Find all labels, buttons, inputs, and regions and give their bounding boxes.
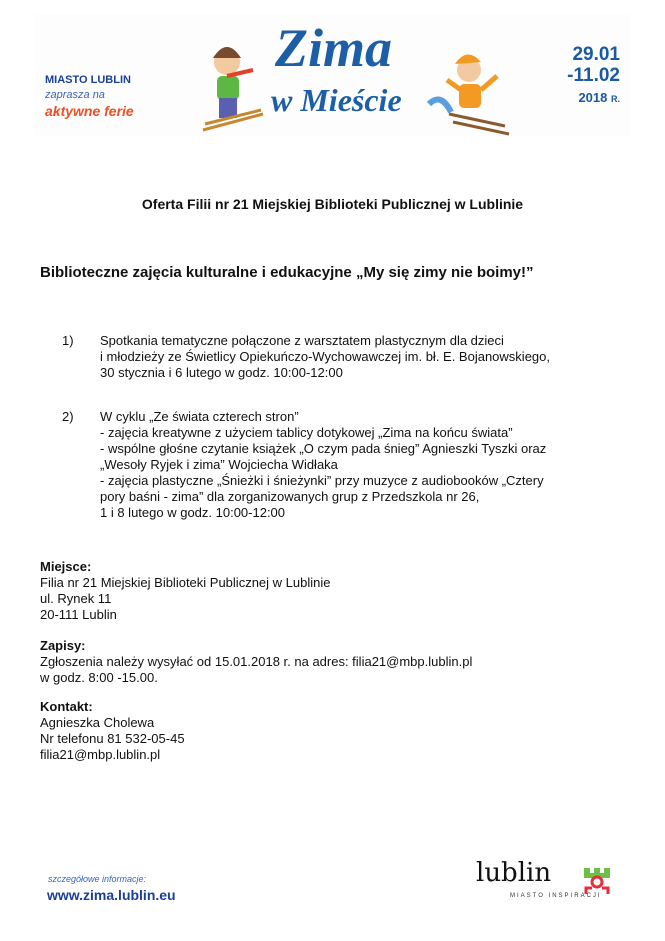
contact-section <box>40 699 185 763</box>
signup-heading: Zapisy: <box>40 638 86 653</box>
item-line: pory baśni - zima” dla zorganizowanych grup z Przedszkola nr 26, <box>100 489 480 504</box>
item-line: - zajęcia kreatywne z użyciem tablicy dotykowej „Zima na końcu świata” <box>100 425 513 440</box>
list-item <box>100 409 546 521</box>
item-number: 2) <box>62 409 74 424</box>
place-line: 20-111 Lublin <box>40 607 117 622</box>
logo-w-miescie: w Mieście <box>271 82 402 118</box>
banner-city: MIASTO LUBLIN <box>45 74 131 86</box>
item-line: 30 stycznia i 6 lutego w godz. 10:00-12:00 <box>100 365 343 380</box>
document-subtitle: Biblioteczne zajęcia kulturalne i edukacyjne „My się zimy nie boimy!” <box>40 264 534 281</box>
skier-illustration <box>195 34 265 134</box>
lublin-logo-text: lublin <box>476 858 552 888</box>
footer-info-label: szczegółowe informacje: <box>48 874 147 884</box>
date-year <box>578 90 620 105</box>
date-from: 29.01 <box>572 44 620 65</box>
year: 2018 <box>578 90 608 105</box>
item-number: 1) <box>62 333 74 348</box>
date-to: -11.02 <box>567 65 620 86</box>
item-line: - wspólne głośne czytanie książek „O czym pada śnieg” Agnieszki Tyszki oraz <box>100 441 547 456</box>
contact-heading: Kontakt: <box>40 699 93 714</box>
signup-line: w godz. 8:00 -15.00. <box>40 670 158 685</box>
contact-line: Agnieszka Cholewa <box>40 715 155 730</box>
contact-line: Nr telefonu 81 532-05-45 <box>40 731 185 746</box>
list-item <box>100 333 550 381</box>
item-line: „Wesoły Ryjek i zima” Wojciecha Widłaka <box>100 457 338 472</box>
item-line: W cyklu „Ze świata czterech stron” <box>100 409 299 424</box>
signup-section <box>40 638 472 686</box>
item-line: 1 i 8 lutego w godz. 10:00-12:00 <box>100 505 286 520</box>
lublin-logo-tower-icon <box>582 866 612 896</box>
item-line: - zajęcia plastyczne „Śnieżki i śnieżynki” przy muzyce z audiobooków „Cztery <box>100 473 544 488</box>
logo-zima: Zima <box>275 18 392 78</box>
banner-invites: zaprasza na <box>45 89 105 101</box>
banner-slogan: aktywne ferie <box>45 103 134 119</box>
year-suffix: R. <box>611 94 620 104</box>
place-line: ul. Rynek 11 <box>40 591 112 606</box>
sledder-illustration <box>427 42 517 137</box>
signup-line: Zgłoszenia należy wysyłać od 15.01.2018 r. na adres: filia21@mbp.lublin.pl <box>40 654 473 669</box>
place-section <box>40 559 330 623</box>
item-line: i młodzieży ze Świetlicy Opiekuńczo-Wychowawczej im. bł. E. Bojanowskiego, <box>100 349 550 364</box>
place-line: Filia nr 21 Miejskiej Biblioteki Publicznej w Lublinie <box>40 575 331 590</box>
lublin-logo-tagline: MIASTO INSPIRACJI <box>510 893 602 899</box>
place-heading: Miejsce: <box>40 559 92 574</box>
contact-line: filia21@mbp.lublin.pl <box>40 747 161 762</box>
document-title: Oferta Filii nr 21 Miejskiej Biblioteki Publicznej w Lublinie <box>141 196 524 212</box>
event-banner <box>35 14 630 136</box>
footer-url[interactable]: www.zima.lublin.eu <box>47 887 176 903</box>
item-line: Spotkania tematyczne połączone z warsztatem plastycznym dla dzieci <box>100 333 504 348</box>
